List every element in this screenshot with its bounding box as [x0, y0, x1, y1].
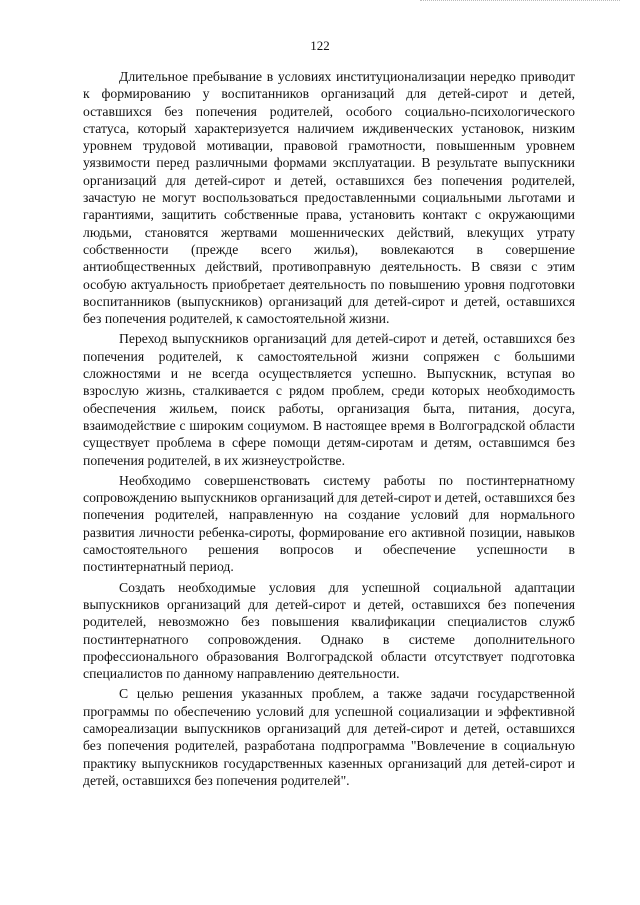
- scan-artifact: [420, 0, 620, 4]
- paragraph: Создать необходимые условия для успешной социальной адаптации выпускников организаций для детей-сирот и детей, оставшихся без попечения родителей, невозможно без повышения квалификации специалистов служб постинтернатного сопровождения. Однако в системе дополнительного профессионального образования Волгоградской области отсутствует подготовка специалистов по данному направлению деятельности.: [83, 579, 575, 682]
- paragraph: Длительное пребывание в условиях институционализации нередко приводит к формированию у воспитанников организаций для детей-сирот и детей, оставшихся без попечения родителей, особого социально-психологического статуса, который характеризуется наличием иждивенческих установок, низким уровнем трудовой мотивации, правовой грамотности, повышенным уровнем уязвимости перед различными формами эксплуатации. В результате выпускники организаций для детей-сирот и детей, оставшихся без попечения родителей, зачастую не могут воспользоваться предоставленными социальными льготами и гарантиями, защитить собственные права, установить контакт с окружающими людьми, становятся жертвами мошеннических действий, влекущих утрату собственности (прежде всего жилья), вовлекаются в совершение антиобщественных действий, противоправную деятельность. В связи с этим особую актуальность приобретает деятельность по повышению уровня подготовки воспитанников (выпускников) организаций для детей-сирот и детей, оставшихся без попечения родителей, к самостоятельной жизни.: [83, 69, 575, 327]
- paragraph: Переход выпускников организаций для детей-сирот и детей, оставшихся без попечения родителей, к самостоятельной жизни сопряжен с большими сложностями и не всегда осуществляется успешно. Выпускник, вступая во взрослую жизнь, сталкивается с рядом проблем, среди которых необходимость обеспечения жильем, поиск работы, организация быта, питания, досуга, взаимодействие с широким социумом. В настоящее время в Волгоградской области существует проблема в сфере помощи детям-сиротам и детям, оставшимся без попечения родителей, в их жизнеустройстве.: [83, 331, 575, 468]
- page-number: 122: [310, 38, 330, 53]
- paragraph: С целью решения указанных проблем, а также задачи государственной программы по обеспечению условий для успешной социализации и эффективной самореализации выпускников организаций для детей-сирот и детей, оставшихся без попечения родителей, разработана подпрограмма "Вовлечение в социальную практику выпускников государственных казенных организаций для детей-сирот и детей, оставшихся без попечения родителей".: [83, 686, 575, 788]
- paragraph: Необходимо совершенствовать систему работы по постинтернатному сопровождению выпускников организаций для детей-сирот и детей, оставшихся без попечения родителей, направленную на создание условий для нормального развития личности ребенка-сироты, формирование его активной позиции, навыков самостоятельного решения вопросов и обеспечение успешности в постинтернатный период.: [83, 472, 575, 575]
- document-body: [83, 68, 575, 792]
